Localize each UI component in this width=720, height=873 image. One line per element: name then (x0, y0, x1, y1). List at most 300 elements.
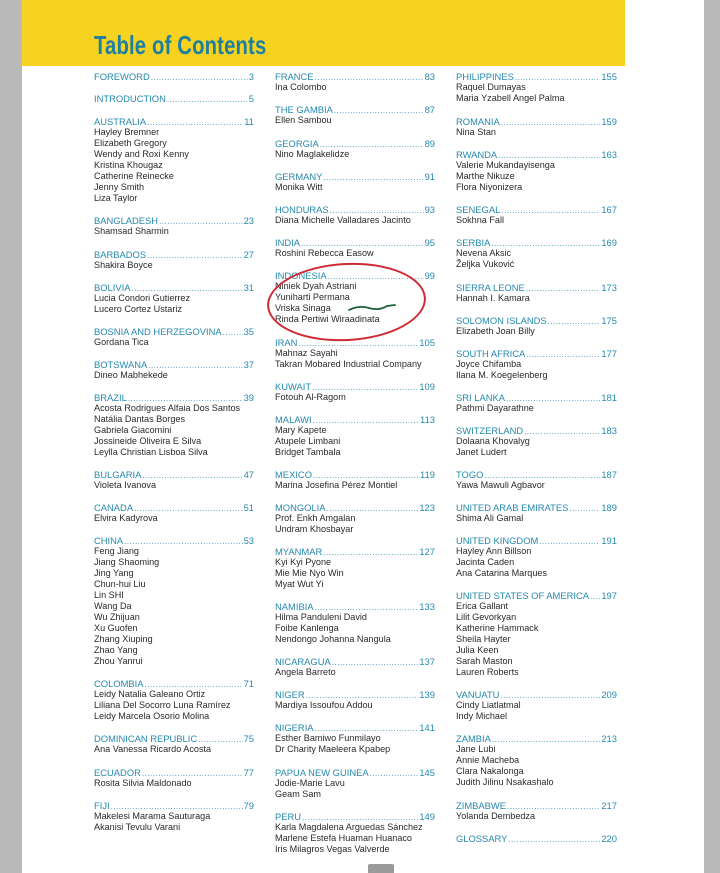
toc-entry[interactable] (456, 800, 617, 822)
country-name: BOTSWANA (94, 359, 148, 370)
country-name: MYANMAR (275, 546, 323, 557)
dot-leader (508, 834, 600, 845)
page-number: 93 (424, 204, 435, 215)
contributor-name: Natália Dantas Borges (94, 414, 185, 424)
contributor-name: Angela Barreto (275, 667, 336, 677)
contributor-name: Niniek Dyah Astriani (275, 281, 357, 291)
contributor-name: Sokhna Fall (456, 215, 505, 225)
toc-entry[interactable] (275, 689, 435, 711)
page-number: 173 (601, 282, 617, 293)
toc-entry[interactable] (456, 689, 617, 722)
toc-entry-heading[interactable] (275, 171, 435, 182)
toc-entry[interactable] (456, 733, 617, 788)
contributor-name: Acosta Rodrigues Alfaia Dos Santos (94, 403, 241, 413)
page-number: 155 (601, 71, 617, 82)
toc-entry[interactable] (456, 71, 617, 104)
dot-leader (590, 591, 600, 602)
toc-entry[interactable] (94, 116, 254, 204)
page-number: 77 (243, 767, 254, 778)
contributor-name: Maria Yzabell Angel Palma (456, 93, 565, 103)
toc-entry-heading[interactable] (275, 767, 435, 778)
toc-entry[interactable] (456, 315, 617, 337)
dot-leader (515, 72, 601, 83)
country-name: FOREWORD (94, 71, 150, 82)
page-number: 177 (601, 348, 617, 359)
contributor-name: Pathmi Dayarathne (456, 403, 534, 413)
contributor-name: Indy Michael (456, 711, 508, 721)
contributor-name: Dr Charity Maeleera Kpabep (275, 744, 391, 754)
country-name: SWITZERLAND (456, 425, 524, 436)
toc-entry[interactable] (275, 767, 435, 800)
contributor-name: Geam Sam (275, 789, 321, 799)
contributor-name: Erica Gallant (456, 601, 509, 611)
toc-entry[interactable] (275, 722, 435, 755)
toc-entry[interactable] (94, 282, 254, 315)
country-name: NIGERIA (275, 722, 314, 733)
toc-entry[interactable] (275, 270, 435, 325)
page-number: 53 (243, 535, 254, 546)
toc-entry[interactable] (456, 590, 617, 678)
contributor-name: Jenny Smith (94, 182, 145, 192)
contributor-name: Shakira Boyce (94, 260, 153, 270)
country-name: ZIMBABWE (456, 800, 507, 811)
toc-entry[interactable] (94, 469, 254, 491)
country-name: SOLOMON ISLANDS (456, 315, 547, 326)
toc-entry[interactable] (275, 71, 435, 93)
contributor-name: Mardiya Issoufou Addou (275, 700, 373, 710)
contributor-name: Sarah Maston (456, 656, 513, 666)
contributor-name: Elizabeth Gregory (94, 138, 167, 148)
page-number: 75 (243, 733, 254, 744)
page-number: 113 (420, 414, 435, 425)
contributor-name: Diana Michelle Valladares Jacinto (275, 215, 411, 225)
dot-leader (524, 426, 600, 437)
toc-entry[interactable] (94, 359, 254, 381)
toc-entry-heading[interactable] (94, 282, 254, 293)
page-number: 141 (419, 722, 435, 733)
page-number: 79 (243, 800, 254, 811)
toc-entry-heading[interactable] (94, 326, 254, 337)
contributor-name: Bridget Tambala (275, 447, 341, 457)
country-name: IRAN (275, 337, 298, 348)
toc-entry-heading[interactable] (456, 469, 617, 480)
dot-leader (492, 734, 600, 745)
toc-entry[interactable] (275, 414, 435, 458)
toc-entry[interactable] (456, 149, 617, 193)
toc-entry-heading[interactable] (456, 348, 617, 359)
page-number: 127 (419, 546, 435, 557)
contributor-name: Jing Yang (94, 568, 134, 578)
toc-entry-heading[interactable] (94, 93, 254, 104)
toc-entry[interactable] (275, 656, 435, 678)
dot-leader (147, 117, 243, 128)
toc-entry[interactable] (94, 733, 254, 755)
toc-entry[interactable] (456, 116, 617, 138)
country-name: INDIA (275, 237, 301, 248)
toc-entry[interactable] (94, 71, 254, 82)
page-number: 37 (243, 359, 254, 370)
underline-mark-annotation (347, 303, 397, 313)
country-name: COLOMBIA (94, 678, 144, 689)
contributor-name: Marlene Estefa Huaman Huanaco (275, 833, 412, 843)
contributor-name: Joyce Chifamba (456, 359, 522, 369)
toc-entry-heading[interactable] (275, 502, 435, 513)
country-name: SOUTH AFRICA (456, 348, 526, 359)
contributor-name: Hayley Ann Billson (456, 546, 532, 556)
country-name: VANUATU (456, 689, 500, 700)
toc-entry[interactable] (275, 171, 435, 193)
country-name: SENEGAL (456, 204, 501, 215)
contributor-name: Nevena Aksic (456, 248, 512, 258)
page-number: 220 (601, 833, 617, 844)
toc-entry[interactable] (94, 326, 254, 348)
country-name: PAPUA NEW GUINEA (275, 767, 369, 778)
page-number: 99 (424, 270, 435, 281)
contributor-name: Yuniharti Permana (275, 292, 350, 302)
toc-entry[interactable] (456, 833, 617, 844)
toc-entry-heading[interactable] (456, 535, 617, 546)
page-number: 123 (419, 502, 435, 513)
toc-entry-heading[interactable] (275, 204, 435, 215)
toc-entry[interactable] (456, 282, 617, 304)
contributor-name: Prof. Enkh Amgalan (275, 513, 356, 523)
contributor-name: Wendy and Roxi Kenny (94, 149, 189, 159)
contributor-name: Julia Keen (456, 645, 499, 655)
page-number: 159 (601, 116, 617, 127)
toc-entry[interactable] (94, 392, 254, 458)
toc-entry[interactable] (275, 469, 435, 491)
toc-entry-heading[interactable] (275, 71, 435, 82)
contributor-name: Hilma Panduleni David (275, 612, 367, 622)
dot-leader (548, 316, 601, 327)
toc-entry-heading[interactable] (94, 678, 254, 689)
toc-entry[interactable] (456, 502, 617, 524)
dot-leader (370, 768, 419, 779)
contributor-name: Wu Zhijuan (94, 612, 140, 622)
country-name: BRAZIL (94, 392, 127, 403)
toc-entry-heading[interactable] (456, 689, 617, 700)
country-name: NICARAGUA (275, 656, 331, 667)
contributor-name: Zhou Yanrui (94, 656, 143, 666)
contributor-name: Kristina Khougaz (94, 160, 163, 170)
toc-entry-heading[interactable] (94, 215, 254, 226)
country-name: DOMINICAN REPUBLIC (94, 733, 198, 744)
contributor-name: Zhao Yang (94, 645, 138, 655)
page-number: 175 (601, 315, 617, 326)
country-name: MEXICO (275, 469, 312, 480)
toc-entry-heading[interactable] (456, 590, 617, 601)
contributor-name: Mary Kapete (275, 425, 327, 435)
toc-entry-heading[interactable] (275, 722, 435, 733)
country-name: MONGOLIA (275, 502, 326, 513)
toc-entry[interactable] (275, 381, 435, 403)
page-number: 181 (601, 392, 617, 403)
dot-leader (167, 94, 248, 105)
page-number: 3 (248, 71, 254, 82)
dot-leader (332, 657, 419, 668)
country-name: AUSTRALIA (94, 116, 147, 127)
page-number: 189 (601, 502, 617, 513)
contributor-name: Undram Khosbayar (275, 524, 354, 534)
country-name: GERMANY (275, 171, 323, 182)
toc-entry[interactable] (275, 337, 435, 370)
contributor-name: Dineo Mabhekede (94, 370, 168, 380)
page-number: 5 (248, 93, 254, 104)
toc-entry-heading[interactable] (456, 425, 617, 436)
country-name: GLOSSARY (456, 833, 508, 844)
toc-entry-heading[interactable] (456, 315, 617, 326)
page-number: 31 (243, 282, 254, 293)
toc-entry-heading[interactable] (456, 800, 617, 811)
toc-entry[interactable] (94, 767, 254, 789)
toc-entry-heading[interactable] (275, 138, 435, 149)
toc-entry[interactable] (94, 249, 254, 271)
page-number: 83 (424, 71, 435, 82)
toc-entry-heading[interactable] (275, 469, 435, 480)
toc-entry[interactable] (456, 204, 617, 226)
toc-entry[interactable] (275, 502, 435, 535)
page-number: 91 (424, 171, 435, 182)
toc-entry-heading[interactable] (275, 104, 435, 115)
contributor-name: Elizabeth Joan Billy (456, 326, 535, 336)
contributor-name: Yawa Mawuli Agbavor (456, 480, 545, 490)
toc-entry-heading[interactable] (94, 116, 254, 127)
country-name: MALAWI (275, 414, 312, 425)
contributor-name: Rosita Silvia Maldonado (94, 778, 192, 788)
contributor-name: Ina Colombo (275, 82, 327, 92)
toc-entry[interactable] (456, 425, 617, 458)
contributor-name: Raquel Dumayas (456, 82, 526, 92)
contributor-name: Ana Catarina Marques (456, 568, 547, 578)
contributor-name: Roshini Rebecca Easow (275, 248, 374, 258)
page-number: 47 (243, 469, 254, 480)
toc-entry-heading[interactable] (94, 392, 254, 403)
contributor-name: Flora Niyonizera (456, 182, 523, 192)
country-name: BOLIVIA (94, 282, 131, 293)
country-name: BULGARIA (94, 469, 142, 480)
contributor-name: Liliana Del Socorro Luna Ramírez (94, 700, 231, 710)
contributor-name: Monika Witt (275, 182, 323, 192)
dot-leader (569, 503, 600, 514)
contributor-name: Mie Mie Nyo Win (275, 568, 344, 578)
contributor-name: Yolanda Dembedza (456, 811, 536, 821)
contributor-name: Rinda Pertiwi Wiraadinata (275, 314, 380, 324)
dot-leader (501, 117, 601, 128)
toc-entry-heading[interactable] (275, 546, 435, 557)
toc-entry-heading[interactable] (275, 601, 435, 612)
toc-entry-heading[interactable] (456, 71, 617, 82)
page-number: 217 (601, 800, 617, 811)
contributor-name: Marina Josefina Pérez Montiel (275, 480, 398, 490)
contributor-name: Sheila Hayter (456, 634, 511, 644)
contributor-name: Ana Vanessa Ricardo Acosta (94, 744, 212, 754)
toc-entry-heading[interactable] (456, 116, 617, 127)
toc-entry-heading[interactable] (94, 800, 254, 811)
toc-entry[interactable] (275, 546, 435, 590)
contributor-name: Valerie Mukandayisenga (456, 160, 555, 170)
page-number: 71 (243, 678, 254, 689)
contributor-name: Shima Ali Gamal (456, 513, 524, 523)
toc-entry-heading[interactable] (275, 811, 435, 822)
page-number: 109 (419, 381, 435, 392)
country-name: UNITED ARAB EMIRATES (456, 502, 569, 513)
country-name: SRI LANKA (456, 392, 505, 403)
country-name: SERBIA (456, 237, 491, 248)
contributor-name: Leidy Natalia Galeano Ortiz (94, 689, 206, 699)
toc-entry[interactable] (275, 104, 435, 126)
toc-entry-heading[interactable] (456, 833, 617, 844)
country-name: TOGO (456, 469, 484, 480)
toc-entry-heading[interactable] (456, 502, 617, 513)
country-name: RWANDA (456, 149, 498, 160)
toc-entry[interactable] (94, 93, 254, 104)
contributor-name: Jiang Shaoming (94, 557, 160, 567)
toc-entry-heading[interactable] (94, 249, 254, 260)
dot-leader (526, 349, 600, 360)
toc-entry[interactable] (275, 237, 435, 259)
contributor-name: Gabriela Giacomini (94, 425, 172, 435)
page-number: 119 (420, 469, 435, 480)
contributor-name: Lucia Condori Gutierrez (94, 293, 191, 303)
contributor-name: Catherine Reinecke (94, 171, 174, 181)
country-name: GEORGIA (275, 138, 319, 149)
toc-entry[interactable] (275, 204, 435, 226)
toc-entry-heading[interactable] (275, 414, 435, 425)
toc-entry-heading[interactable] (275, 689, 435, 700)
contributor-name: Takran Mobared Industrial Company (275, 359, 422, 369)
page-number: 183 (601, 425, 617, 436)
toc-entry-heading[interactable] (275, 381, 435, 392)
contributor-name: Vriska Sinaga (275, 303, 331, 313)
toc-entry[interactable] (456, 348, 617, 381)
page-number: 137 (419, 656, 435, 667)
contributor-name: Leylla Christian Lisboa Silva (94, 447, 208, 457)
contributor-name: Lin SHI (94, 590, 124, 600)
toc-entry-heading[interactable] (94, 71, 254, 82)
contributor-name: Akanisi Tevulu Varani (94, 822, 181, 832)
contributor-name: Violeta Ivanova (94, 480, 157, 490)
toc-entry-heading[interactable] (94, 535, 254, 546)
page-number: 191 (601, 535, 617, 546)
toc-entry-heading[interactable] (94, 733, 254, 744)
contributor-name: Karla Magdalena Arguedas Sánchez (275, 822, 423, 832)
contributor-name: Kyi Kyi Pyone (275, 557, 332, 567)
contributor-name: Lucero Cortez Ustariz (94, 304, 182, 314)
toc-entry-heading[interactable] (456, 237, 617, 248)
toc-entry[interactable] (456, 237, 617, 270)
contributor-name: Feng Jiang (94, 546, 139, 556)
contributor-name: Gordana Tica (94, 337, 149, 347)
page-number: 145 (419, 767, 435, 778)
page-number: 23 (243, 215, 254, 226)
page-number: 209 (601, 689, 617, 700)
toc-entry-heading[interactable] (456, 733, 617, 744)
contributor-name: Foibe Kanlenga (275, 623, 339, 633)
contributor-name: Marthe Nikuze (456, 171, 515, 181)
toc-entry[interactable] (94, 215, 254, 237)
toc-entry-heading[interactable] (94, 767, 254, 778)
country-name: UNITED STATES OF AMERICA (456, 590, 589, 601)
toc-entry[interactable] (275, 138, 435, 160)
contributor-name: Mahnaz Sayahi (275, 348, 338, 358)
contributor-name: Nendongo Johanna Nangula (275, 634, 391, 644)
toc-entry[interactable] (94, 678, 254, 722)
dot-leader (539, 536, 600, 547)
toc-entry[interactable] (94, 502, 254, 524)
page-number: 105 (419, 337, 435, 348)
toc-entry[interactable] (94, 800, 254, 833)
country-name: NIGER (275, 689, 305, 700)
page-number: 89 (424, 138, 435, 149)
contributor-name: Jane Lubi (456, 744, 496, 754)
dot-leader (159, 216, 242, 227)
contributor-name: Cindy Liatlatmal (456, 700, 521, 710)
page-number: 87 (424, 104, 435, 115)
page-number: 27 (243, 249, 254, 260)
country-name: ZAMBIA (456, 733, 491, 744)
contributor-name: Zhang Xiuping (94, 634, 153, 644)
page-number: 133 (419, 601, 435, 612)
dot-leader (526, 283, 601, 294)
page-number: 39 (243, 392, 254, 403)
page-title: Table of Contents (94, 30, 267, 60)
dot-leader (323, 172, 423, 183)
toc-entry[interactable] (456, 469, 617, 491)
contributor-name: Lauren Roberts (456, 667, 519, 677)
dot-leader (124, 536, 242, 547)
contributor-name: Ilana M. Koegelenberg (456, 370, 548, 380)
contributor-name: Atupele Limbani (275, 436, 341, 446)
contributor-name: Esther Bamiwo Funmilayo (275, 733, 381, 743)
page-number: 149 (419, 811, 435, 822)
toc-entry-heading[interactable] (94, 359, 254, 370)
toc-entry-heading[interactable] (275, 656, 435, 667)
page-number: 163 (601, 149, 617, 160)
toc-entry-heading[interactable] (275, 237, 435, 248)
toc-entry-heading[interactable] (94, 469, 254, 480)
country-name: CHINA (94, 535, 124, 546)
toc-entry-heading[interactable] (456, 282, 617, 293)
contributor-name: Željka Vuković (456, 259, 515, 269)
country-name: FIJI (94, 800, 110, 811)
country-name: SIERRA LEONE (456, 282, 525, 293)
dot-leader (334, 105, 424, 116)
contributor-name: Iris Milagros Vegas Valverde (275, 844, 390, 854)
toc-entry-heading[interactable] (94, 502, 254, 513)
toc-entry-heading[interactable] (275, 270, 435, 281)
dot-leader (147, 250, 242, 261)
toc-entry-heading[interactable] (275, 337, 435, 348)
toc-entry[interactable] (456, 392, 617, 414)
toc-entry-heading[interactable] (456, 149, 617, 160)
toc-entry[interactable] (275, 601, 435, 645)
toc-entry[interactable] (94, 535, 254, 667)
page-number: 35 (243, 326, 254, 337)
country-name: INDONESIA (275, 270, 327, 281)
document-page (22, 0, 704, 873)
contributor-name: Elvira Kadyrova (94, 513, 158, 523)
contributor-name: Jossineide Oliveira E Silva (94, 436, 202, 446)
toc-entry[interactable] (456, 535, 617, 579)
contributor-name: Wang Da (94, 601, 132, 611)
toc-entry[interactable] (275, 811, 435, 855)
toc-entry-heading[interactable] (456, 392, 617, 403)
toc-entry-heading[interactable] (456, 204, 617, 215)
country-name: BOSNIA AND HERZEGOVINA (94, 326, 222, 337)
contributor-name: Jacinta Caden (456, 557, 515, 567)
dot-leader (501, 205, 600, 216)
country-name: INTRODUCTION (94, 93, 166, 104)
